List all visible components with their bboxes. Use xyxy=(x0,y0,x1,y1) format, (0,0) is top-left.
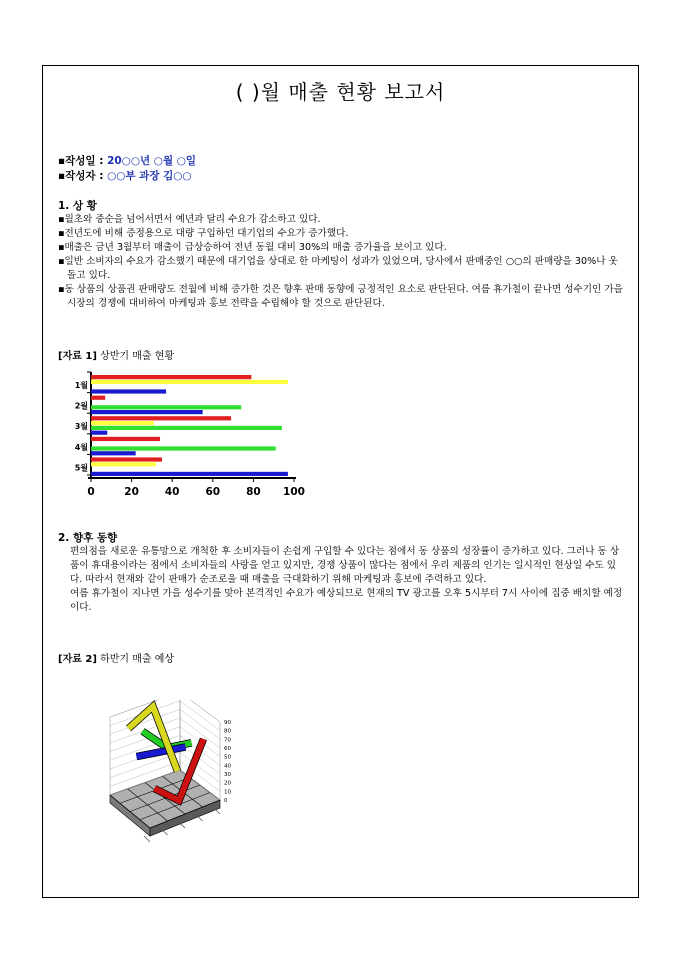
report-title: ( )월 매출 현황 보고서 xyxy=(235,80,446,104)
category-label: 4월 xyxy=(74,442,88,452)
wall-grid xyxy=(180,709,220,739)
bullet-item: ▪일반 소비자의 수요가 감소했기 때문에 대기업을 상대로 한 마케팅이 성과가 있었으며, 당사에서 판매중인 ○○의 판매량을 30%나 웃돌고 있다. xyxy=(58,256,618,281)
category-label: 5월 xyxy=(74,463,88,473)
bullet-item: ▪전년도에 비해 증정용으로 대량 구입하던 대기업의 수요가 증가했다. xyxy=(58,228,349,239)
bar-series-yellow xyxy=(91,380,288,384)
z-tick-label: 70 xyxy=(224,737,231,744)
category-label: 2월 xyxy=(74,401,88,411)
bar-series-blue xyxy=(91,431,107,435)
bar-series-blue xyxy=(91,410,203,414)
section2-heading: 2. 향후 동향 xyxy=(58,532,118,544)
x-tick-label: 0 xyxy=(87,486,95,498)
bar-series-green xyxy=(91,405,241,409)
z-tick-label: 60 xyxy=(224,746,231,752)
date-label: ▪작성일 : xyxy=(58,155,108,167)
ref2-text: 하반기 매출 예상 xyxy=(96,654,175,665)
section2-body xyxy=(58,545,624,615)
paragraph: 여름 휴가철이 지나면 가을 성수기를 맞아 본격적인 수요가 예상되므로 현재의 TV 광고를 오후 5시부터 7시 사이에 집중 배치할 예정이다. xyxy=(70,588,623,613)
section1-heading: 1. 상 황 xyxy=(58,200,97,212)
x-tick-label: 80 xyxy=(246,486,261,498)
z-tick-label: 80 xyxy=(224,728,231,735)
date-line xyxy=(58,153,196,168)
category-label: 3월 xyxy=(74,422,88,432)
ref1-text: 상반기 매출 현황 xyxy=(96,351,175,362)
second-half-forecast-chart xyxy=(80,700,250,860)
bar-series-red xyxy=(91,437,160,441)
bar-series-blue xyxy=(91,472,288,476)
author-label: ▪작성자 : xyxy=(58,170,108,182)
x-tick-label: 20 xyxy=(124,486,139,498)
wall-grid xyxy=(180,701,220,731)
bar-series-yellow xyxy=(91,462,156,466)
wall-grid xyxy=(180,700,220,722)
category-label: 1월 xyxy=(74,381,88,390)
x-tick-label: 60 xyxy=(205,486,221,498)
bar-series-red xyxy=(91,396,105,400)
bar-series-yellow xyxy=(91,421,154,425)
bullet-item: ▪월초와 중순을 넘어서면서 예년과 달리 수요가 감소하고 있다. xyxy=(58,214,321,225)
paragraph: 편의점을 새로운 유통망으로 개척한 후 소비자들이 손쉽게 구입할 수 있다는 점에서 동 상품의 성장률이 증가하고 있다. 그러나 동 상품이 휴대용이라는 점에서 소비자들의 사랑을 얻고 있지만, 경쟁 상품이 많다는 점에서 우리 제품의 인기는 일시적인 현상일 수도 있다. 따라서 현재와 같이 판매가 순조로울 때 매출을 극대화하기 위해 마케팅과 홍보에 주력하고 있다. xyxy=(70,546,620,585)
section1-bullets xyxy=(58,213,624,311)
z-tick-label: 90 xyxy=(224,720,231,726)
bullet-item: ▪동 상품의 상품권 판매량도 전월에 비해 증가한 것은 향후 판매 동향에 긍정적인 요소로 판단된다. 여름 휴가철이 끝나면 성수기인 가을 시장의 경쟁에 대비하여 마케팅과 홍보 전략을 수립해야 할 것으로 판단된다. xyxy=(58,284,623,309)
bar-series-blue xyxy=(91,451,136,455)
author-line xyxy=(58,168,192,183)
ref1-caption xyxy=(58,347,174,362)
z-tick-label: 0 xyxy=(224,798,228,804)
bullet-item: ▪매출은 금년 3월부터 매출이 급상승하여 전년 동월 대비 30%의 매출 증가율을 보이고 있다. xyxy=(58,242,447,253)
z-tick-label: 10 xyxy=(224,789,231,796)
ref2-label: [자료 2] xyxy=(58,654,97,665)
bar-series-blue xyxy=(91,389,166,393)
z-tick-label: 40 xyxy=(224,763,231,770)
ref1-label: [자료 1] xyxy=(58,351,97,362)
bar-series-red xyxy=(91,375,251,379)
x-tick-label: 40 xyxy=(164,486,180,498)
bar-series-red xyxy=(91,416,231,420)
z-tick-label: 50 xyxy=(224,754,231,761)
bar-series-green xyxy=(91,446,276,450)
x-tick-mark xyxy=(144,836,150,842)
z-tick-label: 20 xyxy=(224,780,231,787)
bar-series-green xyxy=(91,426,282,430)
ref2-caption xyxy=(58,650,174,665)
author-value: ○○부 과장 김○○ xyxy=(107,170,192,182)
first-half-sales-chart xyxy=(58,368,328,508)
z-tick-label: 30 xyxy=(224,772,231,778)
date-value: 20○○년 ○월 ○일 xyxy=(107,155,197,167)
bar-series-red xyxy=(91,457,162,461)
x-tick-label: 100 xyxy=(283,486,305,498)
